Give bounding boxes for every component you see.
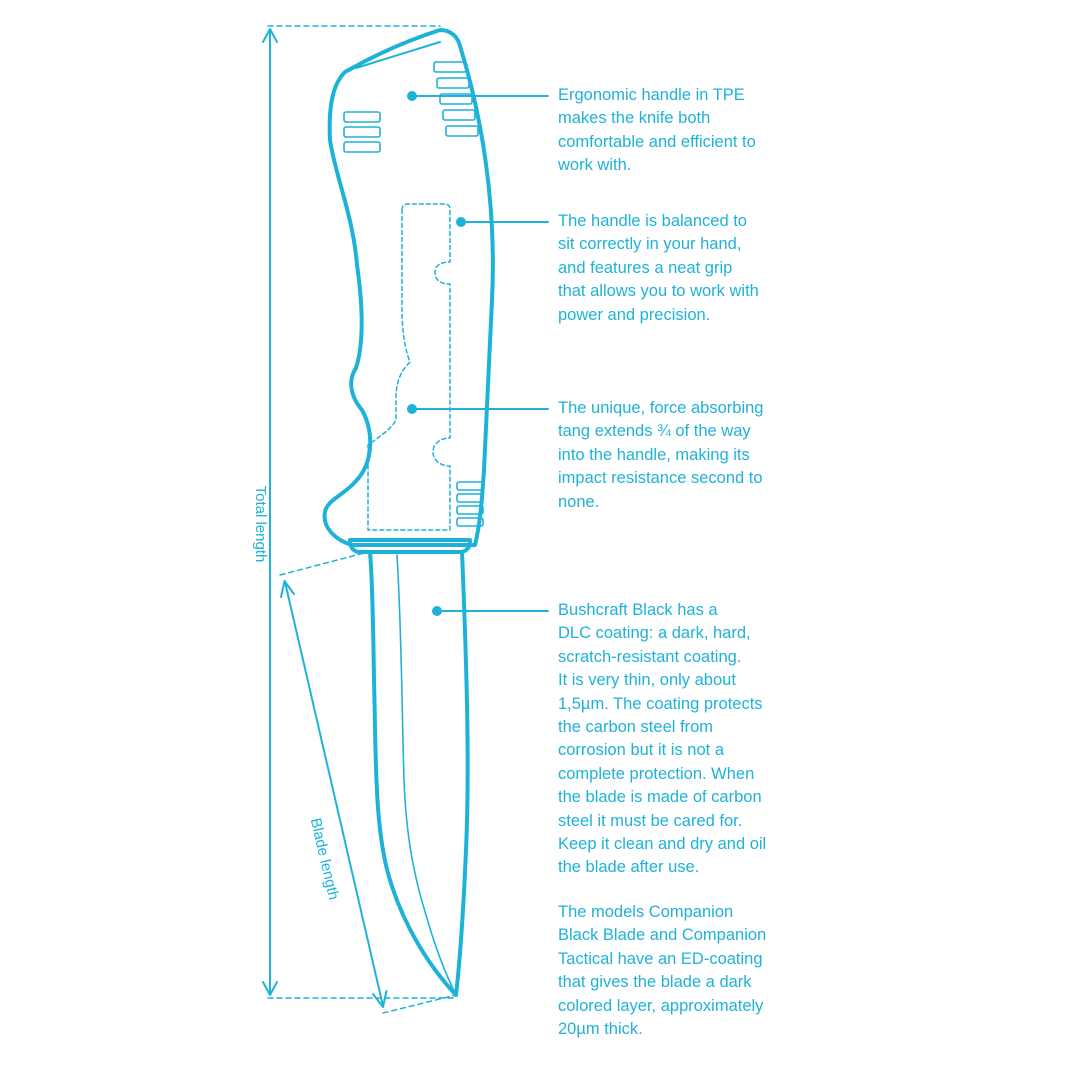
handle-material-callout: Ergonomic handle in TPE makes the knife both comfortable and efficient to work with. [558, 86, 756, 175]
leader-lines [412, 96, 548, 611]
handle-balance-callout: The handle is balanced to sit correctly in your hand, and features a neat grip that allows you to work with power and precision. [558, 212, 759, 324]
handle-outline [325, 30, 493, 545]
blade-grind-line [397, 555, 456, 995]
grip-ridges-right [434, 62, 478, 136]
blade-length-dimension [280, 552, 456, 1013]
grip-ridges-left [344, 112, 380, 152]
ed-coating-callout: The models Companion Black Blade and Companion Tactical have an ED-coating that gives the blade a dark colored layer, approximately 20µm thick. [558, 903, 767, 1039]
tang-outline [368, 204, 450, 530]
leader-dots [407, 91, 466, 616]
total-length-label: Total length [252, 485, 269, 563]
blade-coating-callout: Bushcraft Black has a DLC coating: a dark, hard, scratch-resistant coating. It is very thin, only about 1,5µm. The coating protects the carbon steel from corrosion but it is not a complete protection. When the blade is made of carbon steel it must be cared for. Keep it clean and dry and oil the blade after use. [558, 601, 767, 877]
tang-callout: The unique, force absorbing tang extends ¾ of the way into the handle, making its impact resistance second to none. [558, 399, 764, 511]
total-length-dimension [263, 26, 455, 998]
blade-length-label: Blade length [306, 816, 343, 902]
blade-outline [370, 552, 468, 995]
